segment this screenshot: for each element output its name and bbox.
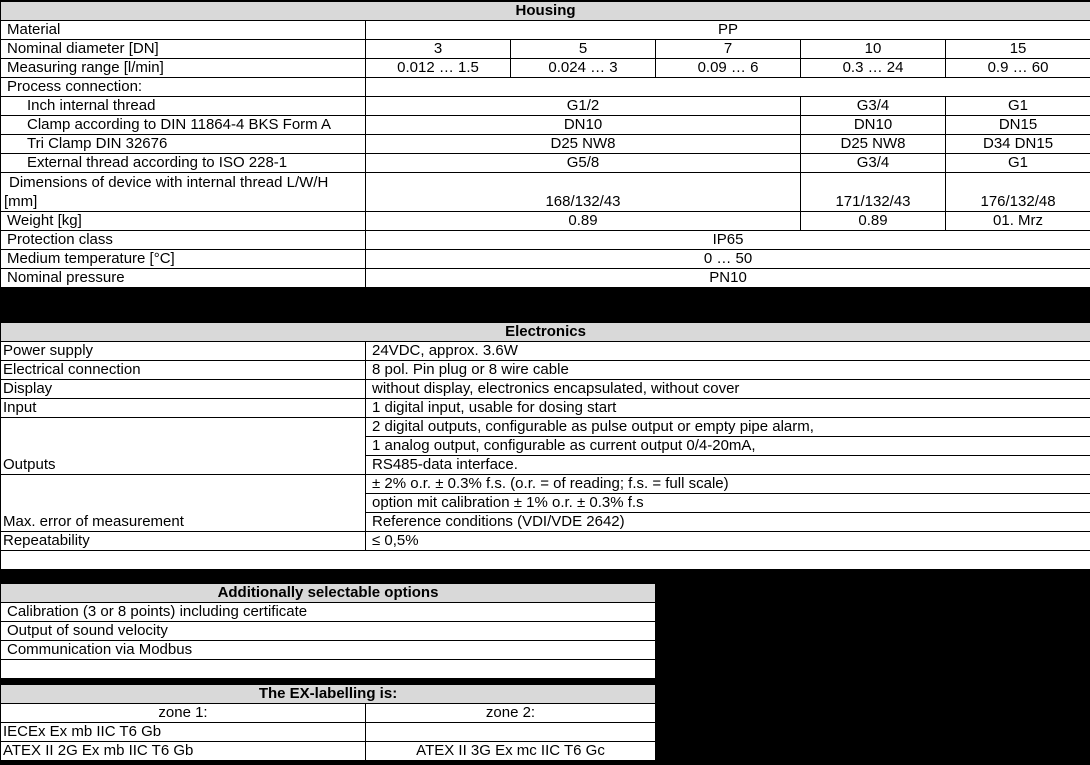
cell-empty — [366, 78, 1090, 97]
ex-labelling-table — [0, 684, 656, 761]
list-item: Output of sound velocity — [1, 622, 656, 641]
row-label: Nominal pressure — [1, 269, 366, 288]
table-row — [1, 603, 656, 622]
cell-value: 3 — [366, 40, 511, 59]
row-label-line: [mm] — [4, 193, 38, 210]
cell-value: ± 2% o.r. ± 0.3% f.s. (o.r. = of reading; f.s. = full scale) — [366, 475, 1090, 494]
table-row — [1, 342, 1090, 361]
row-label: Weight [kg] — [1, 212, 366, 231]
cell-value: RS485-data interface. — [366, 456, 1090, 475]
cell-value: D34 DN15 — [946, 135, 1090, 154]
table-row — [1, 78, 1090, 97]
table-row — [1, 399, 1090, 418]
table-row — [1, 231, 1090, 250]
cell-value: G5/8 — [366, 154, 801, 173]
cell-value: DN10 — [366, 116, 801, 135]
table-row — [1, 21, 1090, 40]
table-row — [1, 660, 656, 679]
table-row — [1, 173, 1090, 212]
cell-value — [366, 723, 656, 742]
list-item: Calibration (3 or 8 points) including certificate — [1, 603, 656, 622]
table-row — [1, 116, 1090, 135]
row-label: Nominal diameter [DN] — [1, 40, 366, 59]
cell-value: 0.89 — [801, 212, 946, 231]
cell-value: 0.3 … 24 — [801, 59, 946, 78]
row-label: Material — [1, 21, 366, 40]
electronics-table — [0, 322, 1090, 570]
zone2-header: zone 2: — [366, 704, 656, 723]
table-row — [1, 551, 1090, 570]
options-table — [0, 583, 656, 679]
row-label: Display — [1, 380, 366, 399]
table-row — [1, 269, 1090, 288]
cell-value: 0.9 … 60 — [946, 59, 1090, 78]
row-label: Process connection: — [1, 78, 366, 97]
row-label: Tri Clamp DIN 32676 — [1, 135, 366, 154]
table-row — [1, 250, 1090, 269]
cell-value: G3/4 — [801, 97, 946, 116]
row-label: Electrical connection — [1, 361, 366, 380]
row-label: External thread according to ISO 228-1 — [1, 154, 366, 173]
list-item: Communication via Modbus — [1, 641, 656, 660]
cell-value: 171/132/43 — [801, 173, 946, 212]
row-label: Max. error of measurement — [1, 475, 366, 532]
cell-value: 15 — [946, 40, 1090, 59]
cell-value: G3/4 — [801, 154, 946, 173]
table-row — [1, 704, 656, 723]
cell-value: 1 analog output, configurable as current output 0/4-20mA, — [366, 437, 1090, 456]
table-row — [1, 380, 1090, 399]
cell-value: 0.024 … 3 — [511, 59, 656, 78]
table-row — [1, 212, 1090, 231]
table-row — [1, 40, 1090, 59]
cell-value: IECEx Ex mb IIC T6 Gb — [1, 723, 366, 742]
cell-value: 168/132/43 — [366, 173, 801, 212]
cell-value: 0.012 … 1.5 — [366, 59, 511, 78]
row-label: Inch internal thread — [1, 97, 366, 116]
cell-value: PN10 — [366, 269, 1090, 288]
table-row — [1, 641, 656, 660]
row-label: Power supply — [1, 342, 366, 361]
cell-value: 176/132/48 — [946, 173, 1090, 212]
cell-value: 24VDC, approx. 3.6W — [366, 342, 1090, 361]
table-row — [1, 742, 656, 761]
table-row — [1, 475, 1090, 494]
cell-value: without display, electronics encapsulated, without cover — [366, 380, 1090, 399]
cell-value: IP65 — [366, 231, 1090, 250]
housing-title: Housing — [1, 2, 1090, 21]
cell-value: 0 … 50 — [366, 250, 1090, 269]
cell-value: 1 digital input, usable for dosing start — [366, 399, 1090, 418]
table-row — [1, 418, 1090, 437]
row-label: Clamp according to DIN 11864-4 BKS Form A — [1, 116, 366, 135]
ex-title: The EX-labelling is: — [1, 685, 656, 704]
table-row — [1, 59, 1090, 78]
options-title: Additionally selectable options — [1, 584, 656, 603]
cell-value: 0.09 … 6 — [656, 59, 801, 78]
row-label: Medium temperature [°C] — [1, 250, 366, 269]
cell-empty — [1, 660, 656, 679]
cell-value: ≤ 0,5% — [366, 532, 1090, 551]
cell-value: D25 NW8 — [366, 135, 801, 154]
electronics-title: Electronics — [1, 323, 1090, 342]
table-row — [1, 97, 1090, 116]
row-label: Input — [1, 399, 366, 418]
row-label: Repeatability — [1, 532, 366, 551]
table-row — [1, 723, 656, 742]
cell-value: G1 — [946, 154, 1090, 173]
zone1-header: zone 1: — [1, 704, 366, 723]
table-row — [1, 135, 1090, 154]
cell-value: 10 — [801, 40, 946, 59]
cell-value: ATEX II 2G Ex mb IIC T6 Gb — [1, 742, 366, 761]
cell-value: D25 NW8 — [801, 135, 946, 154]
cell-value: 0.89 — [366, 212, 801, 231]
cell-value: DN10 — [801, 116, 946, 135]
table-row — [1, 361, 1090, 380]
cell-value: 01. Mrz — [946, 212, 1090, 231]
cell-value: ATEX II 3G Ex mc IIC T6 Gc — [366, 742, 656, 761]
cell-value: Reference conditions (VDI/VDE 2642) — [366, 513, 1090, 532]
cell-value: G1/2 — [366, 97, 801, 116]
cell-value: DN15 — [946, 116, 1090, 135]
cell-value: option mit calibration ± 1% o.r. ± 0.3% f.s — [366, 494, 1090, 513]
cell-value: 2 digital outputs, configurable as pulse output or empty pipe alarm, — [366, 418, 1090, 437]
table-row — [1, 532, 1090, 551]
cell-value: PP — [366, 21, 1090, 40]
cell-value: G1 — [946, 97, 1090, 116]
cell-value: 5 — [511, 40, 656, 59]
row-label — [1, 173, 366, 212]
row-label-line: Dimensions of device with internal thread L/W/H — [9, 174, 329, 191]
row-label: Protection class — [1, 231, 366, 250]
row-label: Outputs — [1, 418, 366, 475]
table-row — [1, 622, 656, 641]
table-row — [1, 154, 1090, 173]
cell-empty — [1, 551, 1090, 570]
row-label: Measuring range [l/min] — [1, 59, 366, 78]
cell-value: 8 pol. Pin plug or 8 wire cable — [366, 361, 1090, 380]
housing-table — [0, 1, 1090, 288]
cell-value: 7 — [656, 40, 801, 59]
